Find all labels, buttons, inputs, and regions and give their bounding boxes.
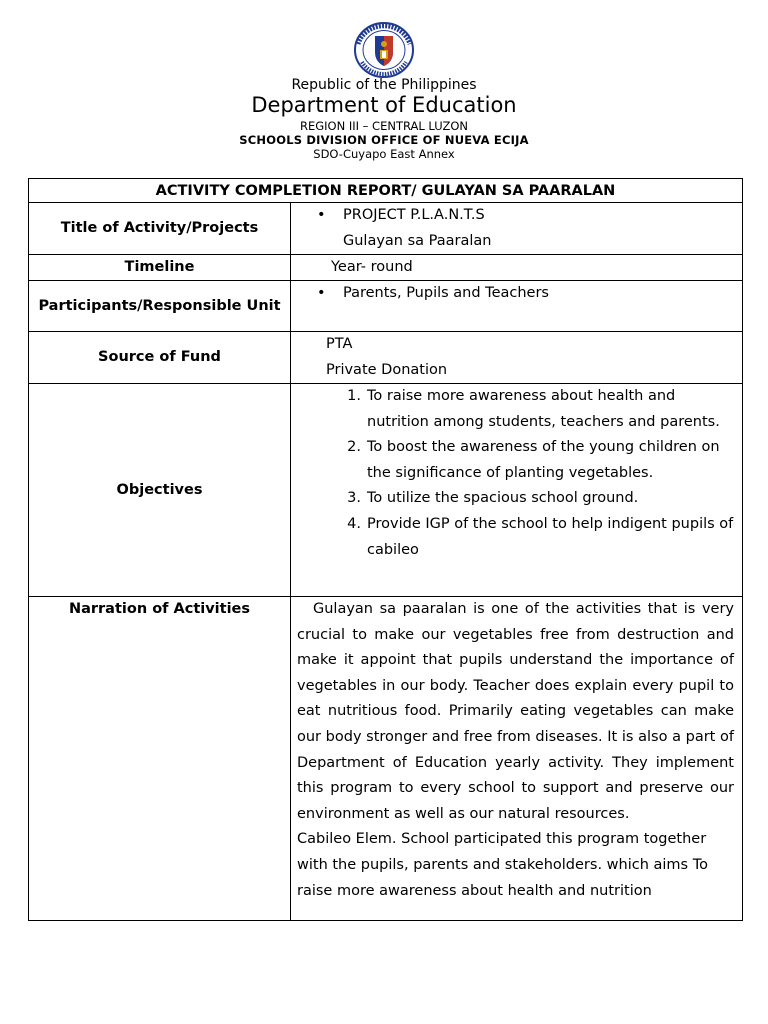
narration-paragraph-2: Cabileo Elem. School participated this program together with the pupils, parents and stakeholders. which aims To raise more awareness about health and nutrition (297, 831, 708, 899)
timeline-label: Timeline (29, 255, 291, 281)
participants-value-cell (291, 281, 743, 332)
table-row-objectives (29, 384, 743, 597)
fund-value-cell (291, 332, 743, 384)
table-row-fund (29, 332, 743, 384)
list-item (317, 281, 734, 307)
region-heading: REGION III – CENTRAL LUZON (299, 119, 469, 133)
narration-label: Narration of Activities (29, 597, 291, 921)
fund-line2: Private Donation (326, 361, 448, 378)
objective-text: To boost the awareness of the young children on the significance of planting vegetables. (367, 439, 720, 481)
objectives-list (291, 384, 742, 563)
report-caption: ACTIVITY COMPLETION REPORT/ GULAYAN SA PAARALAN (29, 179, 743, 203)
bullet-icon: • (317, 207, 326, 223)
table-row-participants (29, 281, 743, 332)
deped-seal-logo (353, 22, 415, 78)
objectives-label: Objectives (29, 384, 291, 597)
list-item (291, 435, 734, 486)
title-label: Title of Activity/Projects (29, 203, 291, 255)
objective-number: 4. (347, 515, 361, 532)
participants-value: Parents, Pupils and Teachers (343, 285, 549, 301)
list-item (317, 203, 734, 229)
bullet-icon: • (317, 285, 326, 301)
activity-report-table (28, 178, 743, 921)
participants-label: Participants/Responsible Unit (29, 281, 291, 332)
objective-number: 3. (347, 490, 361, 507)
table-row-narration (29, 597, 743, 921)
annex-heading: SDO-Cuyapo East Annex (313, 147, 455, 161)
list-item (291, 486, 734, 512)
narration-value-cell (291, 597, 743, 921)
title-line2: Gulayan sa Paaralan (343, 232, 492, 249)
timeline-value: Year- round (331, 259, 413, 275)
objective-text: Provide IGP of the school to help indigent pupils of cabileo (367, 515, 734, 558)
objective-number: 2. (347, 439, 361, 456)
narration-text (291, 597, 742, 904)
division-heading: SCHOOLS DIVISION OFFICE OF NUEVA ECIJA (239, 133, 529, 147)
objective-number: 1. (347, 388, 361, 404)
objective-text: To raise more awareness about health and nutrition among students, teachers and parents. (367, 388, 720, 430)
republic-heading: Republic of the Philippines (291, 77, 477, 93)
objective-text: To utilize the spacious school ground. (367, 490, 639, 507)
list-item (291, 512, 734, 563)
department-heading: Department of Education (251, 93, 517, 117)
title-line1: PROJECT P.L.A.N.T.S (343, 207, 485, 223)
timeline-value-cell (291, 255, 743, 281)
fund-line1: PTA (326, 336, 353, 352)
report-caption-row (29, 179, 743, 203)
narration-paragraph-1: Gulayan sa paaralan is one of the activities that is very crucial to make our vegetables free from destruction and make it appoint that pupils understand the importance of vegetables in our body. Teacher does explain every pupil to eat nutritious food. Primarily eating vegetables can make our body stronger and free from diseases. It is also a part of Department of Education yearly activity. They implement this program to every school to support and preserve our environment as well as our natural resources. (297, 601, 734, 822)
list-item (291, 384, 734, 435)
fund-label: Source of Fund (29, 332, 291, 384)
table-row-title (29, 203, 743, 255)
title-value-cell (291, 203, 743, 255)
table-row-timeline (29, 255, 743, 281)
objectives-value-cell (291, 384, 743, 597)
